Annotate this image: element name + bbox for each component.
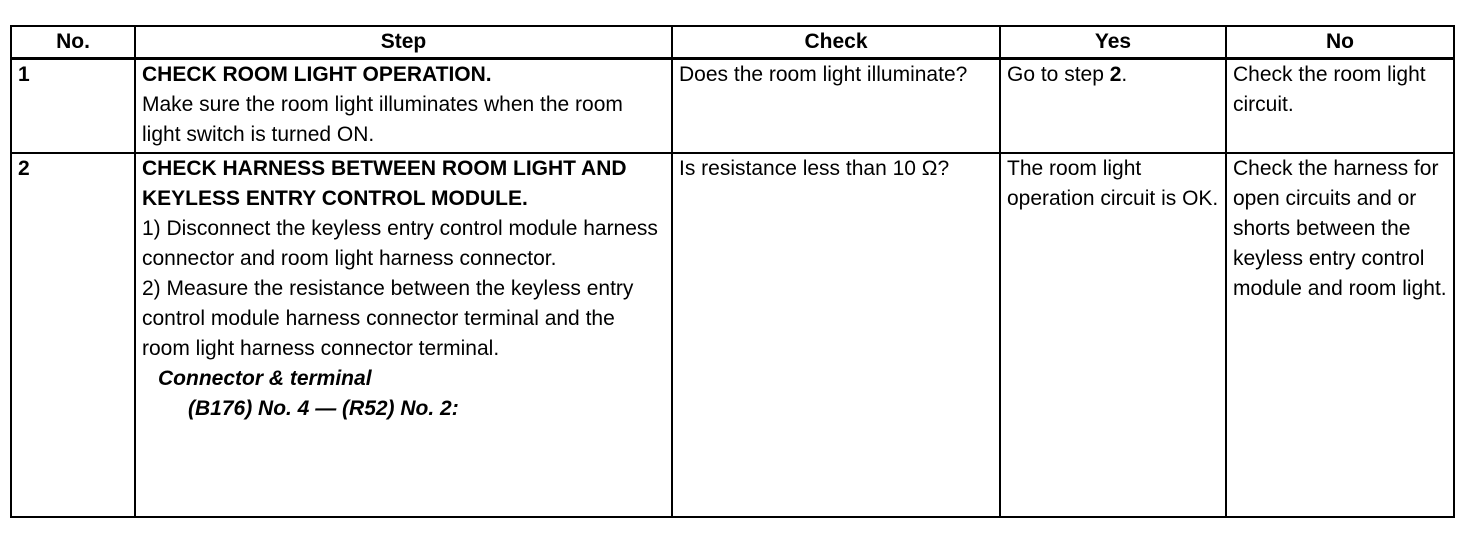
check-cell: Does the room light illuminate? xyxy=(672,59,1000,153)
yes-cell xyxy=(1000,59,1226,153)
step-text: Make sure the room light illuminates when the room light switch is turned ON. xyxy=(142,93,623,146)
header-check: Check xyxy=(672,26,1000,59)
table-row xyxy=(11,153,1454,517)
yes-cell: The room light operation circuit is OK. xyxy=(1000,153,1226,517)
table-header-row xyxy=(11,26,1454,59)
connector-value: (B176) No. 4 — (R52) No. 2: xyxy=(188,396,459,420)
step-cell xyxy=(135,153,672,517)
step-title: CHECK ROOM LIGHT OPERATION. xyxy=(142,63,492,86)
step-title: CHECK HARNESS BETWEEN ROOM LIGHT AND KEYLESS ENTRY CONTROL MODULE. xyxy=(142,156,627,210)
diagnostic-table xyxy=(10,25,1455,518)
step-instruction-2: 2) Measure the resistance between the keyless entry control module harness connector terminal and the room light harness connector terminal. xyxy=(142,276,634,360)
step-cell xyxy=(135,59,672,153)
table-row xyxy=(11,59,1454,153)
check-cell: Is resistance less than 10 Ω? xyxy=(672,153,1000,517)
header-yes: Yes xyxy=(1000,26,1226,59)
header-no-result: No xyxy=(1226,26,1454,59)
connector-label: Connector & terminal xyxy=(158,366,372,390)
yes-prefix: Go to step xyxy=(1007,63,1110,86)
row-number: 2 xyxy=(11,153,135,517)
yes-step-ref: 2 xyxy=(1109,63,1122,86)
no-cell: Check the harness for open circuits and or shorts between the keyless entry control module and room light. xyxy=(1226,153,1454,517)
row-number: 1 xyxy=(11,59,135,153)
step-instruction-1: 1) Disconnect the keyless entry control module harness connector and room light harness connector. xyxy=(142,216,658,270)
yes-suffix: . xyxy=(1121,63,1128,86)
header-no: No. xyxy=(11,26,135,59)
no-cell: Check the room light circuit. xyxy=(1226,59,1454,153)
header-step: Step xyxy=(135,26,672,59)
